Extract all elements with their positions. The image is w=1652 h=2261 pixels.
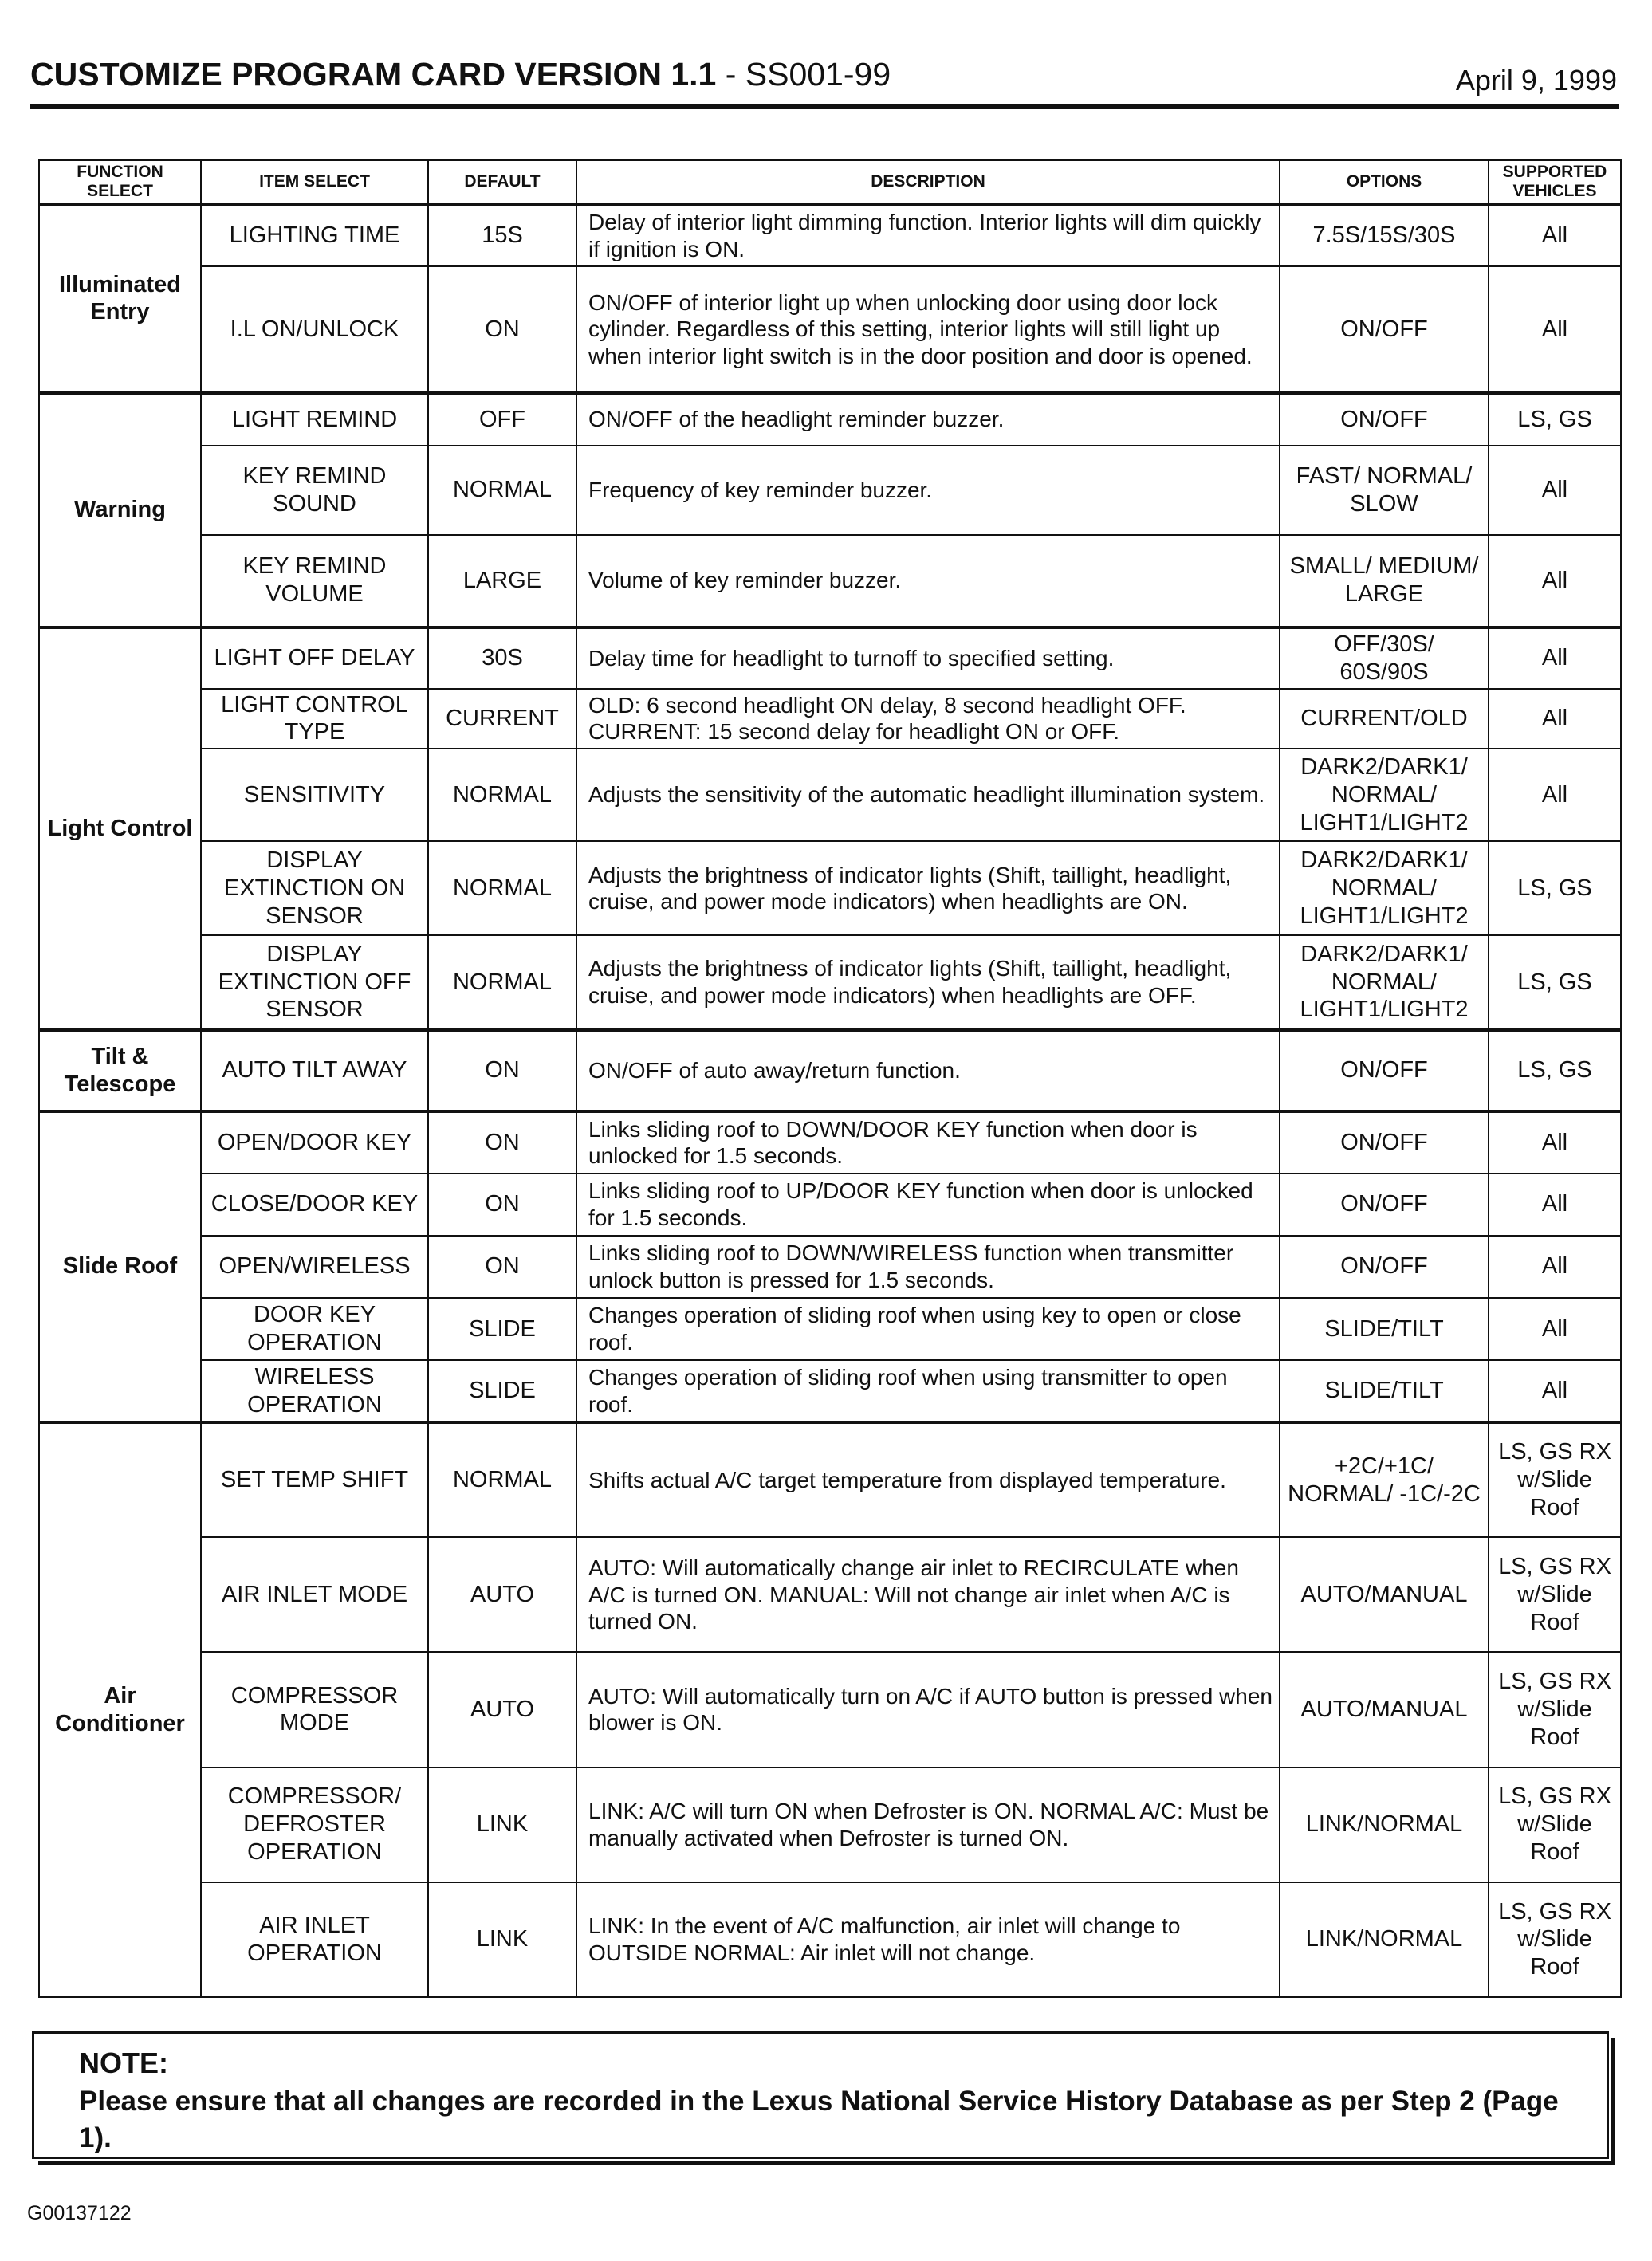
document-id: G00137122 [27,2202,132,2224]
note-text: Please ensure that all changes are recorded in the Lexus National Service History Database as per Step 2 (Page 1). [79,2086,1559,2153]
default-cell: NORMAL [428,1422,576,1537]
default-cell: AUTO [428,1537,576,1652]
description-cell: AUTO: Will automatically turn on A/C if AUTO button is pressed when blower is ON. [576,1652,1280,1767]
default-cell: CURRENT [428,689,576,749]
supported-vehicles-cell: LS, GS RX w/Slide Roof [1489,1422,1621,1537]
description-cell: ON/OFF of interior light up when unlocking door using door lock cylinder. Regardless of this setting, interior lights will still light up when interior light switch is in the door position and door is opened. [576,266,1280,392]
title-bold: CUSTOMIZE PROGRAM CARD VERSION 1.1 [30,56,717,92]
default-cell: NORMAL [428,935,576,1029]
title-code: - SS001-99 [716,56,891,92]
document-date: April 9, 1999 [1455,64,1617,96]
table-row [39,535,1621,627]
column-header: FUNCTION SELECT [39,160,201,204]
table-row [39,393,1621,446]
supported-vehicles-cell: All [1489,749,1621,841]
table-row [39,1298,1621,1360]
item-select-cell: AUTO TILT AWAY [201,1030,428,1111]
item-select-cell: SENSITIVITY [201,749,428,841]
table-row [39,689,1621,749]
description-cell: Adjusts the brightness of indicator lights (Shift, taillight, headlight, cruise, and power mode indicators) when headlights are OFF. [576,935,1280,1029]
description-cell: Frequency of key reminder buzzer. [576,446,1280,535]
table-row [39,204,1621,266]
table-row [39,1030,1621,1111]
supported-vehicles-cell: LS, GS RX w/Slide Roof [1489,1882,1621,1997]
item-select-cell: LIGHT CONTROL TYPE [201,689,428,749]
supported-vehicles-cell: All [1489,446,1621,535]
options-cell: LINK/NORMAL [1280,1768,1489,1882]
table-header-row [39,160,1621,204]
item-select-cell: I.L ON/UNLOCK [201,266,428,392]
description-cell: ON/OFF of the headlight reminder buzzer. [576,393,1280,446]
options-cell: ON/OFF [1280,1236,1489,1298]
description-cell: ON/OFF of auto away/return function. [576,1030,1280,1111]
function-select-cell: Air Conditioner [39,1422,201,1997]
table-row [39,1174,1621,1236]
default-cell: 15S [428,204,576,266]
default-cell: NORMAL [428,841,576,935]
table-row [39,1537,1621,1652]
description-cell: LINK: In the event of A/C malfunction, air inlet will change to OUTSIDE NORMAL: Air inlet will not change. [576,1882,1280,1997]
item-select-cell: COMPRESSOR MODE [201,1652,428,1767]
options-cell: DARK2/DARK1/ NORMAL/ LIGHT1/LIGHT2 [1280,935,1489,1029]
options-cell: AUTO/MANUAL [1280,1537,1489,1652]
table-row [39,1111,1621,1174]
description-cell: Volume of key reminder buzzer. [576,535,1280,627]
default-cell: ON [428,266,576,392]
default-cell: NORMAL [428,749,576,841]
supported-vehicles-cell: All [1489,689,1621,749]
column-header: OPTIONS [1280,160,1489,204]
note-label: NOTE: [79,2047,168,2079]
item-select-cell: OPEN/DOOR KEY [201,1111,428,1174]
column-header: DEFAULT [428,160,576,204]
default-cell: SLIDE [428,1298,576,1360]
table-body [39,204,1621,1997]
description-cell: Changes operation of sliding roof when using transmitter to open roof. [576,1360,1280,1422]
default-cell: OFF [428,393,576,446]
options-cell: ON/OFF [1280,266,1489,392]
item-select-cell: LIGHT REMIND [201,393,428,446]
item-select-cell: AIR INLET MODE [201,1537,428,1652]
table-row [39,1652,1621,1767]
table-row [39,1768,1621,1882]
description-cell: Links sliding roof to DOWN/DOOR KEY function when door is unlocked for 1.5 seconds. [576,1111,1280,1174]
table-row [39,1236,1621,1298]
note-box [32,2031,1609,2159]
item-select-cell: CLOSE/DOOR KEY [201,1174,428,1236]
supported-vehicles-cell: All [1489,1236,1621,1298]
description-cell: LINK: A/C will turn ON when Defroster is ON. NORMAL A/C: Must be manually activated when Defroster is turned ON. [576,1768,1280,1882]
supported-vehicles-cell: All [1489,1298,1621,1360]
function-select-cell: Warning [39,393,201,627]
table-row [39,446,1621,535]
table-row [39,935,1621,1029]
item-select-cell: COMPRESSOR/ DEFROSTER OPERATION [201,1768,428,1882]
options-cell: ON/OFF [1280,1174,1489,1236]
supported-vehicles-cell: LS, GS [1489,841,1621,935]
function-select-cell: Tilt & Telescope [39,1030,201,1111]
options-cell: LINK/NORMAL [1280,1882,1489,1997]
default-cell: AUTO [428,1652,576,1767]
supported-vehicles-cell: All [1489,266,1621,392]
table-row [39,1422,1621,1537]
description-cell: OLD: 6 second headlight ON delay, 8 second headlight OFF. CURRENT: 15 second delay for headlight ON or OFF. [576,689,1280,749]
item-select-cell: OPEN/WIRELESS [201,1236,428,1298]
column-header: ITEM SELECT [201,160,428,204]
options-cell: DARK2/DARK1/ NORMAL/ LIGHT1/LIGHT2 [1280,841,1489,935]
description-cell: Adjusts the brightness of indicator lights (Shift, taillight, headlight, cruise, and power mode indicators) when headlights are ON. [576,841,1280,935]
function-select-cell: Light Control [39,627,201,1030]
default-cell: NORMAL [428,446,576,535]
options-cell: SLIDE/TILT [1280,1360,1489,1422]
options-cell: ON/OFF [1280,393,1489,446]
description-cell: Adjusts the sensitivity of the automatic headlight illumination system. [576,749,1280,841]
options-cell: ON/OFF [1280,1030,1489,1111]
column-header: SUPPORTED VEHICLES [1489,160,1621,204]
item-select-cell: KEY REMIND VOLUME [201,535,428,627]
supported-vehicles-cell: All [1489,1360,1621,1422]
function-select-cell: Illuminated Entry [39,204,201,392]
options-cell: +2C/+1C/ NORMAL/ -1C/-2C [1280,1422,1489,1537]
default-cell: LINK [428,1768,576,1882]
options-cell: SMALL/ MEDIUM/ LARGE [1280,535,1489,627]
item-select-cell: SET TEMP SHIFT [201,1422,428,1537]
supported-vehicles-cell: All [1489,1111,1621,1174]
options-cell: AUTO/MANUAL [1280,1652,1489,1767]
default-cell: SLIDE [428,1360,576,1422]
supported-vehicles-cell: LS, GS [1489,935,1621,1029]
options-cell: OFF/30S/ 60S/90S [1280,627,1489,689]
table-row [39,627,1621,689]
item-select-cell: KEY REMIND SOUND [201,446,428,535]
default-cell: 30S [428,627,576,689]
description-cell: Shifts actual A/C target temperature from displayed temperature. [576,1422,1280,1537]
item-select-cell: DISPLAY EXTINCTION OFF SENSOR [201,935,428,1029]
item-select-cell: DISPLAY EXTINCTION ON SENSOR [201,841,428,935]
supported-vehicles-cell: All [1489,535,1621,627]
supported-vehicles-cell: LS, GS RX w/Slide Roof [1489,1768,1621,1882]
description-cell: Changes operation of sliding roof when using key to open or close roof. [576,1298,1280,1360]
item-select-cell: LIGHTING TIME [201,204,428,266]
table-row [39,1360,1621,1422]
options-cell: FAST/ NORMAL/ SLOW [1280,446,1489,535]
options-cell: CURRENT/OLD [1280,689,1489,749]
options-cell: 7.5S/15S/30S [1280,204,1489,266]
default-cell: ON [428,1174,576,1236]
item-select-cell: AIR INLET OPERATION [201,1882,428,1997]
default-cell: LARGE [428,535,576,627]
table-row [39,841,1621,935]
header-rule [30,104,1619,109]
supported-vehicles-cell: LS, GS RX w/Slide Roof [1489,1652,1621,1767]
default-cell: ON [428,1236,576,1298]
table-row [39,749,1621,841]
description-cell: Links sliding roof to UP/DOOR KEY function when door is unlocked for 1.5 seconds. [576,1174,1280,1236]
item-select-cell: WIRELESS OPERATION [201,1360,428,1422]
page-header [30,49,1617,100]
supported-vehicles-cell: All [1489,204,1621,266]
options-cell: ON/OFF [1280,1111,1489,1174]
function-select-cell: Slide Roof [39,1111,201,1422]
description-cell: Delay of interior light dimming function. Interior lights will dim quickly if ignition is ON. [576,204,1280,266]
table-row [39,266,1621,392]
supported-vehicles-cell: All [1489,1174,1621,1236]
table-row [39,1882,1621,1997]
supported-vehicles-cell: LS, GS [1489,1030,1621,1111]
supported-vehicles-cell: All [1489,627,1621,689]
options-cell: DARK2/DARK1/ NORMAL/ LIGHT1/LIGHT2 [1280,749,1489,841]
column-header: DESCRIPTION [576,160,1280,204]
description-cell: Links sliding roof to DOWN/WIRELESS function when transmitter unlock button is pressed for 1.5 seconds. [576,1236,1280,1298]
default-cell: ON [428,1030,576,1111]
description-cell: Delay time for headlight to turnoff to specified setting. [576,627,1280,689]
default-cell: LINK [428,1882,576,1997]
document-title [30,56,891,93]
customize-program-table [38,159,1622,1998]
options-cell: SLIDE/TILT [1280,1298,1489,1360]
item-select-cell: DOOR KEY OPERATION [201,1298,428,1360]
default-cell: ON [428,1111,576,1174]
supported-vehicles-cell: LS, GS [1489,393,1621,446]
item-select-cell: LIGHT OFF DELAY [201,627,428,689]
description-cell: AUTO: Will automatically change air inlet to RECIRCULATE when A/C is turned ON. MANUAL: Will not change air inlet when A/C is turned ON. [576,1537,1280,1652]
supported-vehicles-cell: LS, GS RX w/Slide Roof [1489,1537,1621,1652]
